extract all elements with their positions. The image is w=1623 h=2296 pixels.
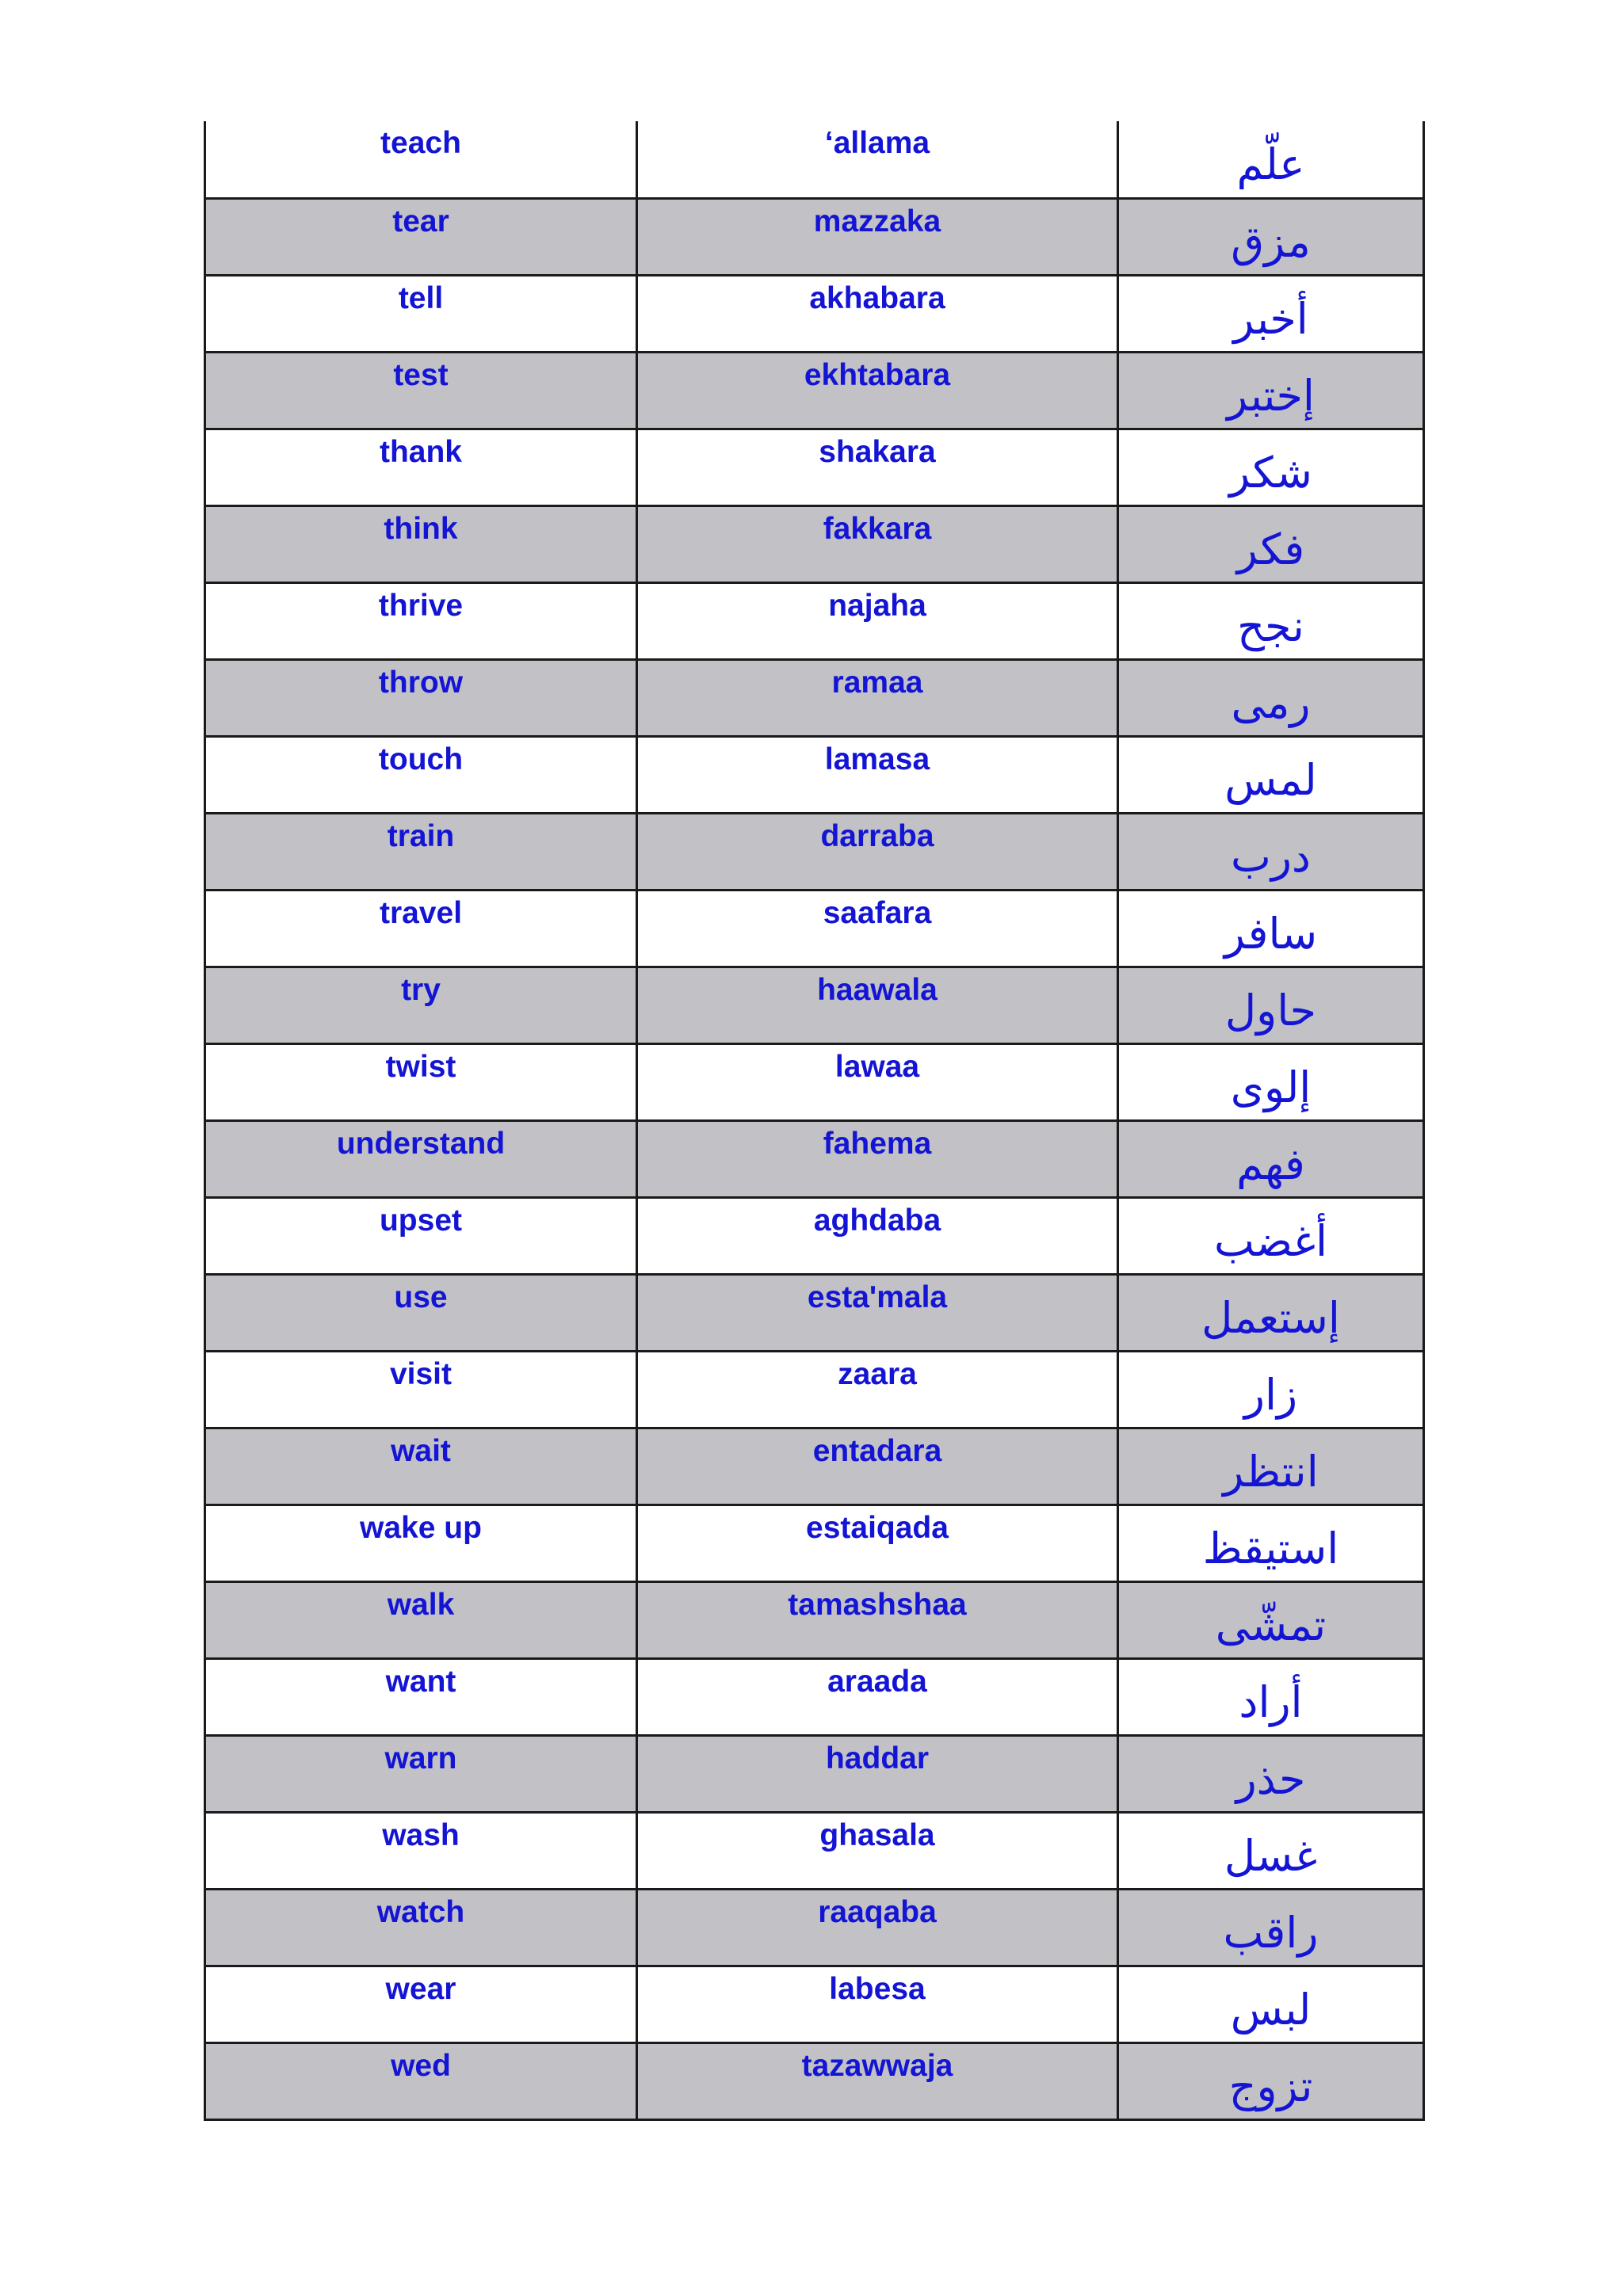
english-word: travel: [205, 890, 637, 967]
table-row: [205, 1658, 1424, 1735]
english-word: teach: [205, 121, 637, 198]
transliteration: esta'mala: [637, 1274, 1118, 1351]
transliteration: ekhtabara: [637, 352, 1118, 429]
arabic-word: أغضب: [1118, 1197, 1424, 1274]
table-row: [205, 1505, 1424, 1581]
transliteration: fakkara: [637, 505, 1118, 582]
transliteration: lawaa: [637, 1043, 1118, 1120]
arabic-word: حذر: [1118, 1735, 1424, 1812]
table-row: [205, 736, 1424, 813]
arabic-word: راقب: [1118, 1889, 1424, 1966]
english-word: wake up: [205, 1505, 637, 1581]
transliteration: haddar: [637, 1735, 1118, 1812]
table-row: [205, 1120, 1424, 1197]
transliteration: ramaa: [637, 659, 1118, 736]
arabic-word: غسل: [1118, 1812, 1424, 1889]
english-word: think: [205, 505, 637, 582]
english-word: wait: [205, 1428, 637, 1505]
transliteration: zaara: [637, 1351, 1118, 1428]
english-word: touch: [205, 736, 637, 813]
table-row: [205, 582, 1424, 659]
arabic-word: إلوى: [1118, 1043, 1424, 1120]
arabic-word: حاول: [1118, 967, 1424, 1043]
transliteration: ‘allama: [637, 121, 1118, 198]
table-row: [205, 1351, 1424, 1428]
english-word: use: [205, 1274, 637, 1351]
table-row: [205, 352, 1424, 429]
english-word: tear: [205, 198, 637, 275]
arabic-word: نجح: [1118, 582, 1424, 659]
arabic-word: فكر: [1118, 505, 1424, 582]
transliteration: tazawwaja: [637, 2042, 1118, 2119]
arabic-word: انتظر: [1118, 1428, 1424, 1505]
arabic-word: إستعمل: [1118, 1274, 1424, 1351]
arabic-word: تمشّى: [1118, 1581, 1424, 1658]
transliteration: saafara: [637, 890, 1118, 967]
transliteration: aghdaba: [637, 1197, 1118, 1274]
arabic-word: درب: [1118, 813, 1424, 890]
table-row: [205, 967, 1424, 1043]
arabic-word: زار: [1118, 1351, 1424, 1428]
arabic-word: سافر: [1118, 890, 1424, 967]
table-row: [205, 1197, 1424, 1274]
arabic-word: أراد: [1118, 1658, 1424, 1735]
transliteration: najaha: [637, 582, 1118, 659]
transliteration: araada: [637, 1658, 1118, 1735]
arabic-word: رمى: [1118, 659, 1424, 736]
table-row: [205, 1889, 1424, 1966]
table-row: [205, 505, 1424, 582]
english-word: walk: [205, 1581, 637, 1658]
arabic-word: علّم: [1118, 121, 1424, 198]
arabic-word: تزوج: [1118, 2042, 1424, 2119]
english-word: warn: [205, 1735, 637, 1812]
english-word: test: [205, 352, 637, 429]
english-word: wed: [205, 2042, 637, 2119]
arabic-word: استيقظ: [1118, 1505, 1424, 1581]
transliteration: ghasala: [637, 1812, 1118, 1889]
english-word: wear: [205, 1966, 637, 2042]
table-row: [205, 890, 1424, 967]
english-word: want: [205, 1658, 637, 1735]
transliteration: darraba: [637, 813, 1118, 890]
english-word: try: [205, 967, 637, 1043]
table-row: [205, 813, 1424, 890]
vocabulary-table: [204, 121, 1425, 2121]
transliteration: shakara: [637, 429, 1118, 505]
english-word: understand: [205, 1120, 637, 1197]
table-row: [205, 1812, 1424, 1889]
table-row: [205, 275, 1424, 352]
transliteration: raaqaba: [637, 1889, 1118, 1966]
arabic-word: إختبر: [1118, 352, 1424, 429]
transliteration: fahema: [637, 1120, 1118, 1197]
english-word: thank: [205, 429, 637, 505]
english-word: train: [205, 813, 637, 890]
arabic-word: أخبر: [1118, 275, 1424, 352]
transliteration: tamashshaa: [637, 1581, 1118, 1658]
vocabulary-rows: [205, 121, 1424, 2119]
table-row: [205, 2042, 1424, 2119]
table-row: [205, 429, 1424, 505]
transliteration: akhabara: [637, 275, 1118, 352]
english-word: throw: [205, 659, 637, 736]
transliteration: haawala: [637, 967, 1118, 1043]
arabic-word: فهم: [1118, 1120, 1424, 1197]
arabic-word: مزق: [1118, 198, 1424, 275]
table-row: [205, 1581, 1424, 1658]
table-row: [205, 1735, 1424, 1812]
english-word: upset: [205, 1197, 637, 1274]
arabic-word: لمس: [1118, 736, 1424, 813]
transliteration: labesa: [637, 1966, 1118, 2042]
arabic-word: لبس: [1118, 1966, 1424, 2042]
transliteration: estaiqada: [637, 1505, 1118, 1581]
table-row: [205, 198, 1424, 275]
english-word: twist: [205, 1043, 637, 1120]
table-row: [205, 1043, 1424, 1120]
transliteration: entadara: [637, 1428, 1118, 1505]
transliteration: mazzaka: [637, 198, 1118, 275]
english-word: wash: [205, 1812, 637, 1889]
table-row: [205, 121, 1424, 198]
table-row: [205, 1274, 1424, 1351]
table-row: [205, 1966, 1424, 2042]
english-word: tell: [205, 275, 637, 352]
english-word: watch: [205, 1889, 637, 1966]
table-row: [205, 1428, 1424, 1505]
english-word: visit: [205, 1351, 637, 1428]
arabic-word: شكر: [1118, 429, 1424, 505]
table-row: [205, 659, 1424, 736]
transliteration: lamasa: [637, 736, 1118, 813]
english-word: thrive: [205, 582, 637, 659]
